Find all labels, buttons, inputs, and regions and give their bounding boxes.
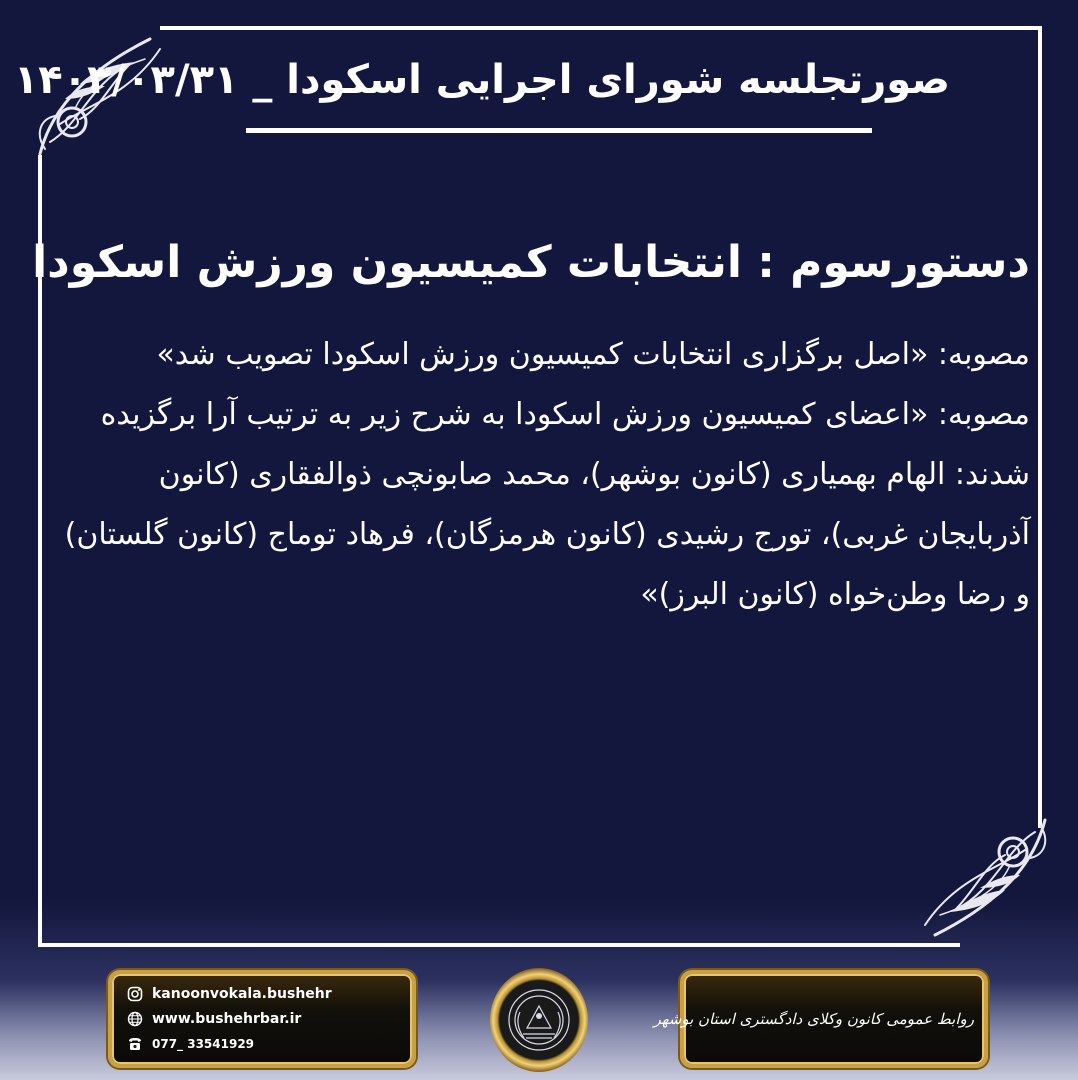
bar-association-emblem xyxy=(490,968,588,1072)
instagram-handle: kanoonvokala.bushehr xyxy=(152,986,332,1002)
public-relations-plaque xyxy=(653,970,988,1068)
instagram-icon xyxy=(126,985,144,1003)
bottom-right-flourish-ornament xyxy=(915,810,1065,950)
website-row[interactable] xyxy=(126,1007,301,1031)
agenda-heading: دستورسوم : انتخابات کمیسیون ورزش اسکودا xyxy=(32,237,1030,288)
globe-icon xyxy=(126,1010,144,1028)
resolution-paragraph-2: مصوبه: «اعضای کمیسیون ورزش اسکودا به شرح زیر به ترتیب آرا برگزیده شدند: الهام بهمیاری (کانون بوشهر)، محمد صابونچی ذوالفقاری (کانون آذربایجان غربی)، تورج رشیدی (کانون هرمزگان)، فرهاد توماج (کانون گلستان) و رضا وطن‌خواه (کانون البرز)» xyxy=(64,397,1030,612)
public-relations-signature: روابط عمومی کانون وکلای دادگستری استان بوشهر xyxy=(653,1010,974,1028)
instagram-row[interactable] xyxy=(126,982,332,1006)
phone-row[interactable] xyxy=(126,1032,254,1056)
phone-icon xyxy=(126,1035,144,1053)
contact-plaque xyxy=(108,970,416,1068)
emblem-icon xyxy=(490,968,588,1072)
page-title: صورتجلسه شورای اجرایی اسکودا _ ۱۴۰۳/۰۳/۳۱ xyxy=(13,57,950,103)
phone-number: 077_ 33541929 xyxy=(152,1037,255,1051)
resolution-text xyxy=(60,325,1030,625)
resolution-paragraph-1: مصوبه: «اصل برگزاری انتخابات کمیسیون ورزش اسکودا تصویب شد» xyxy=(156,337,1030,372)
website-url: www.bushehrbar.ir xyxy=(152,1011,302,1027)
title-underline xyxy=(246,128,872,133)
